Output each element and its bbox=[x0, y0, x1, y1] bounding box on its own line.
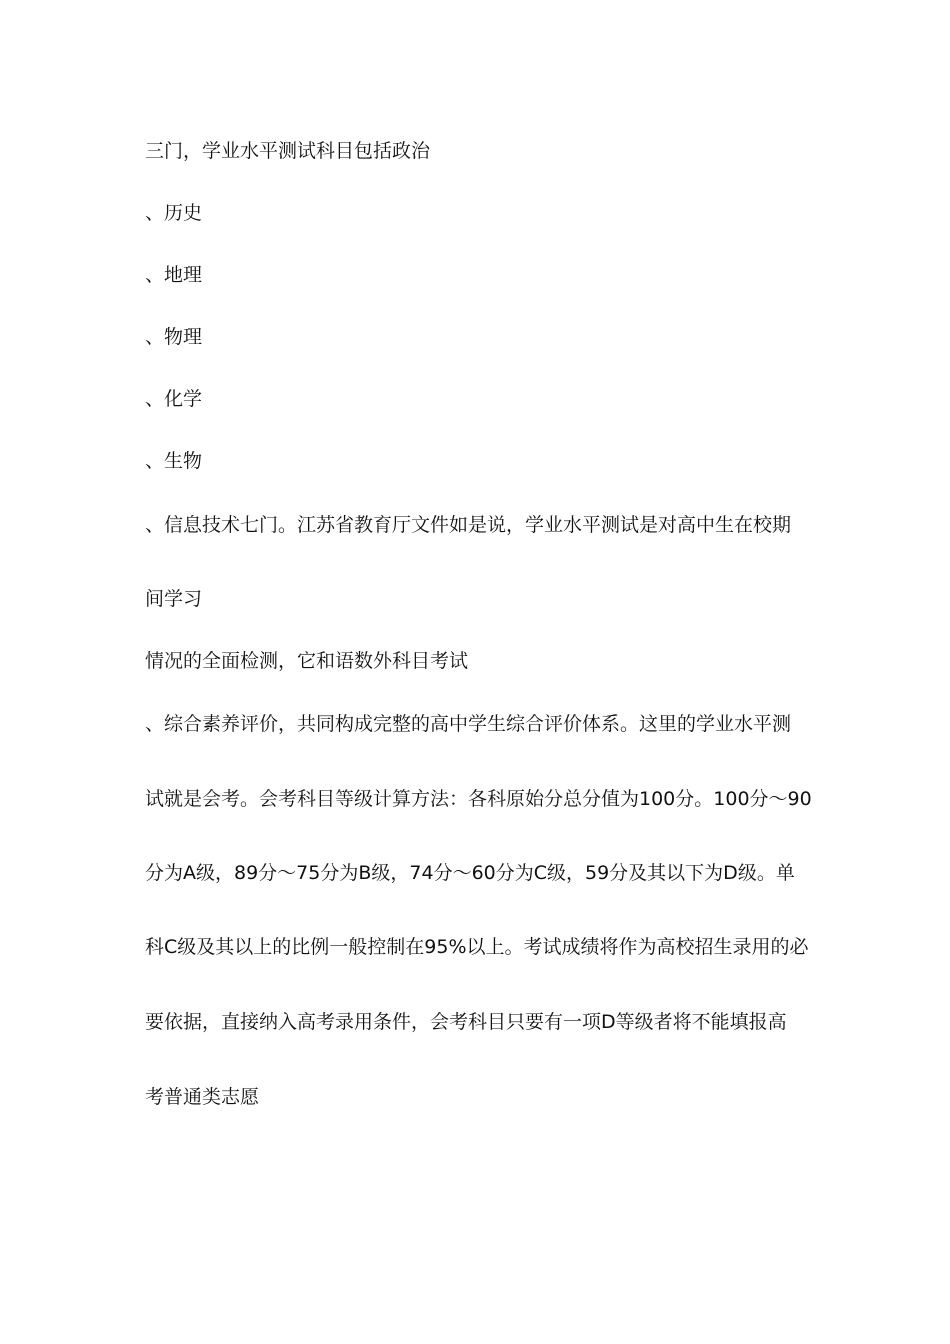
text-line: 、历史 bbox=[145, 202, 203, 224]
text-line: 、化学 bbox=[145, 388, 203, 410]
text-line: 、综合素养评价，共同构成完整的高中学生综合评价体系。这里的学业水平测 bbox=[145, 713, 792, 735]
text-line: 、地理 bbox=[145, 264, 203, 286]
text-line: 考普通类志愿 bbox=[145, 1086, 260, 1108]
text-line: 分为A级，89分～75分为B级，74分～60分为C级，59分及其以下为D级。单 bbox=[145, 862, 795, 884]
text-line: 科C级及其以上的比例一般控制在95%以上。考试成绩将作为高校招生录用的必 bbox=[145, 936, 809, 958]
text-line: 、生物 bbox=[145, 450, 203, 472]
text-line: 试就是会考。会考科目等级计算方法：各科原始分总分值为100分。100分～90 bbox=[145, 788, 812, 810]
text-line: 三门，学业水平测试科目包括政治 bbox=[145, 140, 431, 162]
text-line: 、物理 bbox=[145, 326, 203, 348]
text-line: 、信息技术七门。江苏省教育厅文件如是说，学业水平测试是对高中生在校期 bbox=[145, 514, 792, 536]
text-line: 要依据，直接纳入高考录用条件，会考科目只要有一项D等级者将不能填报高 bbox=[145, 1011, 787, 1033]
text-line: 情况的全面检测，它和语数外科目考试 bbox=[145, 650, 469, 672]
text-line: 间学习 bbox=[145, 588, 203, 610]
